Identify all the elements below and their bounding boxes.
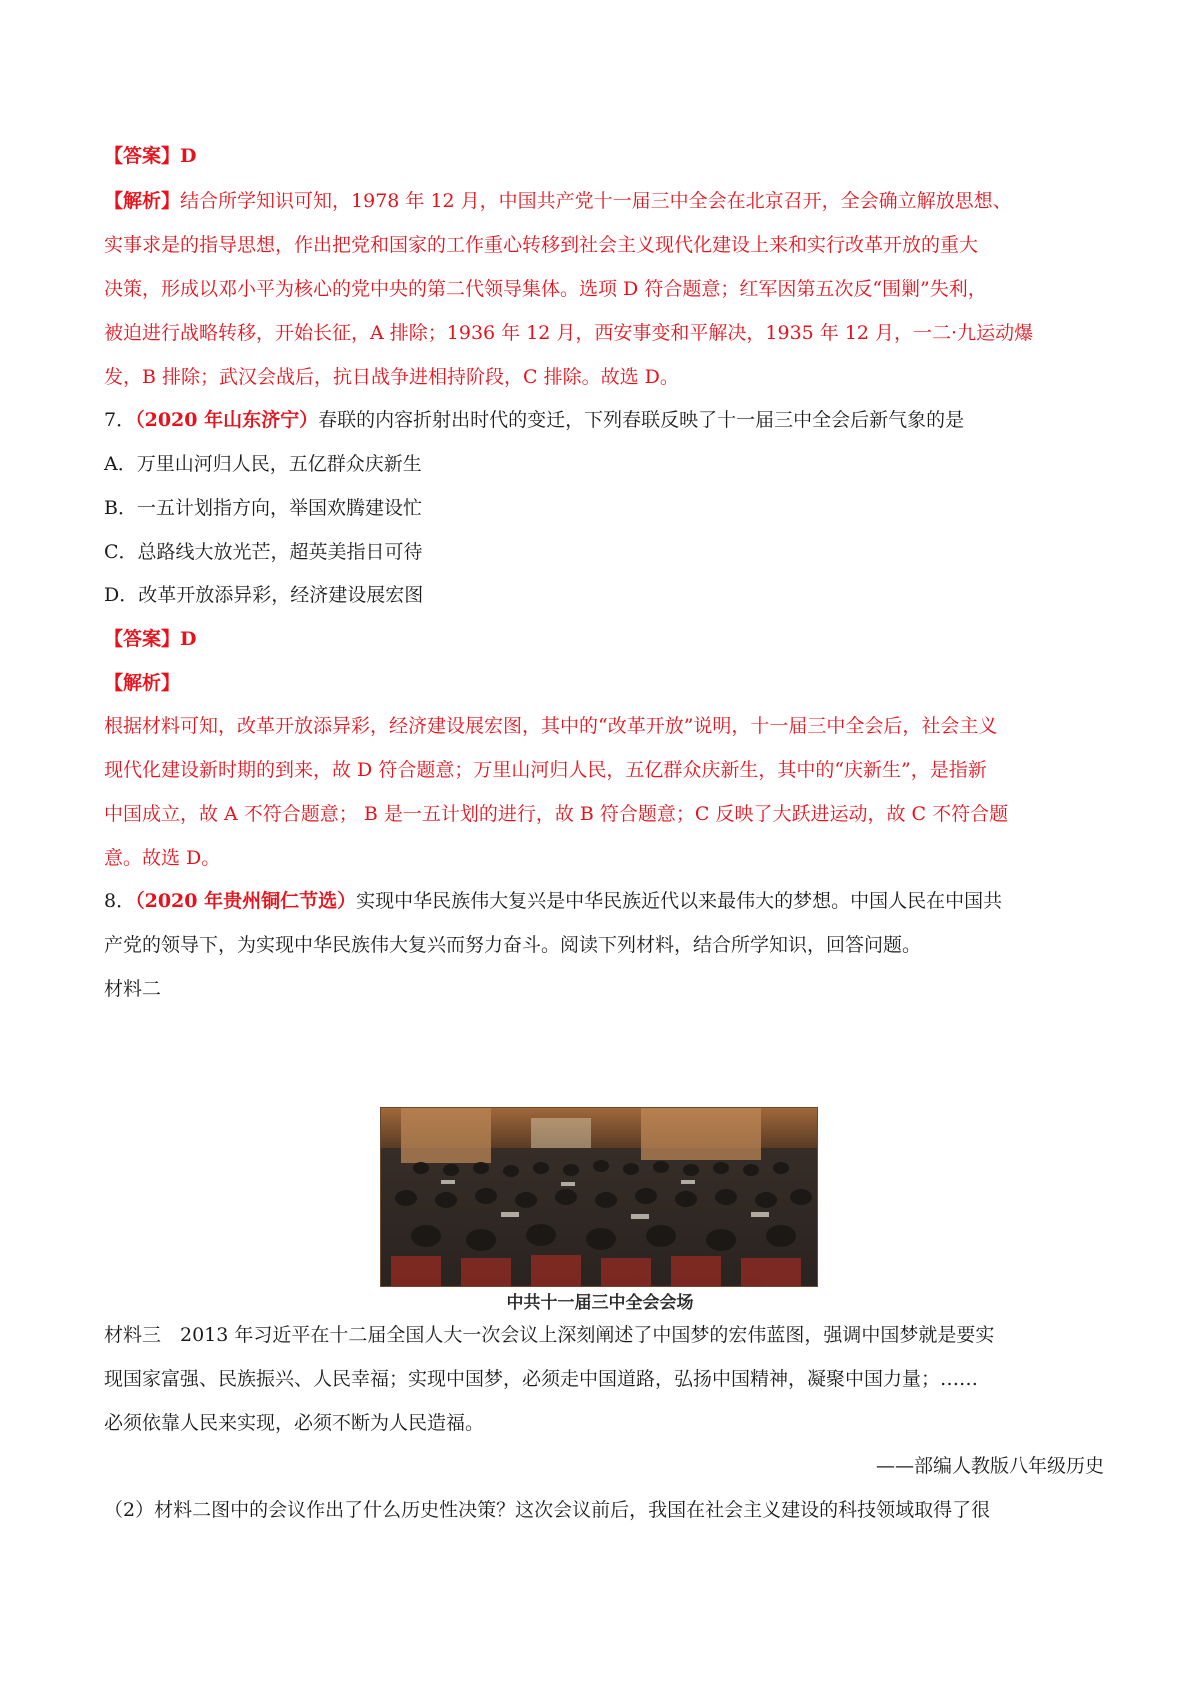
photo-caption: 中共十一届三中全会会场 [506, 1293, 694, 1313]
conference-hall-image [381, 1108, 817, 1286]
answer-value: D [180, 628, 197, 650]
material3-line: 材料三 2013 年习近平在十二届全国人大一次会议上深刻阐述了中国梦的宏伟蓝图，强调中国梦就是要实 [104, 1324, 995, 1346]
q6-analysis-line: 决策，形成以邓小平为核心的党中央的第二代领导集体。选项 D 符合题意；红军因第五次反“围剿”失利， [104, 278, 987, 300]
question-number: 7． [104, 409, 136, 431]
sub-question-2: （2）材料二图中的会议作出了什么历史性决策？这次会议前后，我国在社会主义建设的科技领域取得了很 [104, 1499, 991, 1521]
q7-option-c: C．总路线大放光芒，超英美指日可待 [104, 541, 423, 563]
q7-analysis-label: 【解析】 [104, 672, 181, 694]
question-stem: 春联的内容折射出时代的变迁，下列春联反映了十一届三中全会后新气象的是 [318, 409, 965, 431]
material3-source: ——部编人教版八年级历史 [875, 1455, 1104, 1477]
q6-analysis-line: 【解析】结合所学知识可知，1978 年 12 月，中国共产党十一届三中全会在北京召开，全会确立解放思想、 [104, 190, 1012, 212]
q8-stem [104, 888, 1104, 914]
q7-option-a: A．万里山河归人民，五亿群众庆新生 [104, 453, 422, 475]
q7-stem [104, 407, 1104, 433]
q8-stem-line2: 产党的领导下，为实现中华民族伟大复兴而努力奋斗。阅读下列材料，结合所学知识，回答问题。 [104, 934, 922, 956]
answer-label: 【答案】 [104, 145, 181, 167]
question-number: 8． [104, 890, 136, 912]
analysis-label: 【解析】 [104, 190, 181, 212]
q7-analysis-line: 现代化建设新时期的到来，故 D 符合题意；万里山河归人民，五亿群众庆新生，其中的“庆新生”，是指新 [104, 759, 987, 781]
question-source: （2020 年贵州铜仁节选） [135, 890, 357, 912]
material2-label: 材料二 [104, 978, 162, 1000]
q7-option-b: B．一五计划指方向，举国欢腾建设忙 [104, 497, 422, 519]
q7-answer [104, 626, 1104, 652]
q7-analysis-line: 根据材料可知，改革开放添异彩，经济建设展宏图，其中的“改革开放”说明，十一届三中全会后，社会主义 [104, 715, 998, 737]
q6-analysis-line: 被迫进行战略转移，开始长征，A 排除；1936 年 12 月，西安事变和平解决，1935 年 12 月，一二·九运动爆 [104, 322, 1034, 344]
q6-analysis-line: 实事求是的指导思想，作出把党和国家的工作重心转移到社会主义现代化建设上来和实行改革开放的重大 [104, 234, 979, 256]
material3-line: 必须依靠人民来实现，必须不断为人民造福。 [104, 1412, 485, 1434]
q6-analysis-line: 发，B 排除；武汉会战后，抗日战争进相持阶段，C 排除。故选 D。 [104, 366, 679, 388]
q7-option-d: D．改革开放添异彩，经济建设展宏图 [104, 584, 424, 606]
q6-answer [104, 143, 1104, 169]
q7-analysis-line: 中国成立，故 A 不符合题意； B 是一五计划的进行，故 B 符合题意；C 反映了大跃进运动，故 C 不符合题 [104, 803, 1009, 825]
conference-photo [380, 1107, 818, 1287]
answer-label: 【答案】 [104, 628, 181, 650]
material3-line: 现国家富强、民族振兴、人民幸福；实现中国梦，必须走中国道路，弘扬中国精神，凝聚中国力量；…… [104, 1368, 979, 1390]
question-stem: 实现中华民族伟大复兴是中华民族近代以来最伟大的梦想。中国人民在中国共 [356, 890, 1003, 912]
answer-value: D [180, 145, 197, 167]
question-source: （2020 年山东济宁） [135, 409, 319, 431]
q7-analysis-line: 意。故选 D。 [104, 847, 221, 869]
